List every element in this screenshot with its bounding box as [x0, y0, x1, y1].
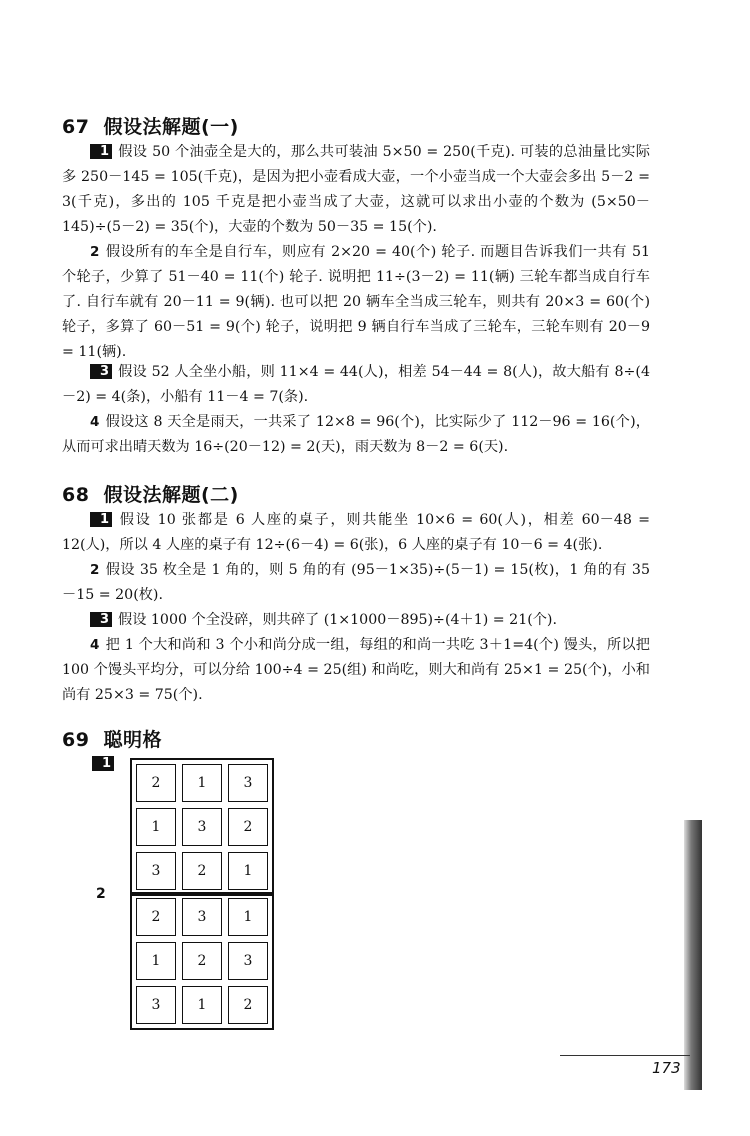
page-edge-shadow: [684, 820, 702, 1090]
footer-rule: [560, 1055, 690, 1056]
answer-text: 假设 52 人全坐小船，则 11×4 = 44(人)，相差 54－44 = 8(人)，故大船有 8÷(4－2) = 4(条)，小船有 11－4 = 7(条).: [62, 364, 650, 405]
grid-cell: 3: [182, 898, 222, 936]
grid-cell: 3: [182, 808, 222, 846]
item-number: 4: [90, 414, 100, 430]
answer-67-1: [62, 140, 650, 240]
page-number: 173: [652, 1059, 681, 1077]
answer-text: 假设 35 枚全是 1 角的，则 5 角的有 (95－1×35)÷(5－1) = 15(枚)，1 角的有 35－15 = 20(枚).: [62, 562, 650, 603]
section-number: 68: [62, 484, 90, 506]
grid-cell: 2: [228, 986, 268, 1024]
answer-67-2: [62, 240, 650, 365]
grid-cell: 1: [182, 764, 222, 802]
grid-label: 2: [96, 886, 106, 902]
answer-67-4: [62, 410, 650, 460]
section-title-68: [62, 480, 239, 507]
item-number-badge: 3: [90, 612, 112, 627]
section-number: 67: [62, 116, 90, 138]
grid-cell: 3: [228, 764, 268, 802]
answer-text: 假设 50 个油壶全是大的，那么共可装油 5×50 = 250(千克). 可装的总油量比实际多 250－145 = 105(千克)，是因为把小壶看成大壶，一个小壶当成一个大壶会多出 5－2 = 3(千克)，多出的 105 千克是把小壶当成了大壶，这就可以求出小壶的个数为 (5×50－145)÷(5－2) = 35(个)，大壶的个数为 50－35 = 15(个).: [62, 144, 650, 235]
answer-68-4: [62, 633, 650, 708]
section-heading: 假设法解题(二): [103, 484, 239, 506]
answer-68-1: [62, 508, 650, 558]
item-number-badge: 1: [90, 144, 112, 159]
section-title-69: [62, 725, 162, 752]
grid-cell: 1: [228, 898, 268, 936]
answer-text: 假设 1000 个全没碎，则共碎了 (1×1000－895)÷(4＋1) = 21(个).: [118, 612, 557, 628]
grid-cell: 1: [136, 808, 176, 846]
item-number-badge: 3: [90, 364, 112, 379]
section-number: 69: [62, 729, 90, 751]
answer-text: 假设这 8 天全是雨天，一共采了 12×8 = 96(个)，比实际少了 112－96 = 16(个)，从而可求出晴天数为 16÷(20－12) = 2(天)，雨天数为 8－2 = 6(天).: [62, 414, 650, 455]
grid-cell: 3: [228, 942, 268, 980]
answer-text: 把 1 个大和尚和 3 个小和尚分成一组，每组的和尚一共吃 3＋1=4(个) 馒头，所以把 100 个馒头平均分，可以分给 100÷4 = 25(组) 和尚吃，则大和尚有 25×1 = 25(个)，小和尚有 25×3 = 75(个).: [62, 637, 650, 703]
grid-cell: 1: [182, 986, 222, 1024]
grid-cell: 2: [136, 764, 176, 802]
grid-cell: 3: [136, 852, 176, 890]
answer-text: 假设 10 张都是 6 人座的桌子，则共能坐 10×6 = 60(人)，相差 60－48 = 12(人)，所以 4 人座的桌子有 12÷(6－4) = 6(张)，6 人座的桌子有 10－6 = 4(张).: [62, 512, 650, 553]
puzzle-grid-1: [130, 758, 274, 896]
grid-label-badge: 1: [92, 756, 114, 771]
answer-67-3: [62, 360, 650, 410]
grid-cell: 2: [182, 852, 222, 890]
grid-cell: 2: [228, 808, 268, 846]
grid-cell: 1: [136, 942, 176, 980]
item-number: 4: [90, 637, 100, 653]
section-heading: 假设法解题(一): [103, 116, 239, 138]
item-number: 2: [90, 562, 100, 578]
answer-68-3: [62, 608, 650, 633]
answer-text: 假设所有的车全是自行车，则应有 2×20 = 40(个) 轮子. 而题目告诉我们一共有 51 个轮子，少算了 51－40 = 11(个) 轮子. 说明把 11÷(3－2) = 11(辆) 三轮车都当成自行车了. 自行车就有 20－11 = 9(辆). 也可以把 20 辆车全当成三轮车，则共有 20×3 = 60(个) 轮子，多算了 60－51 = 9(个) 轮子，说明把 9 辆自行车当成了三轮车，三轮车则有 20－9 = 11(辆).: [62, 244, 650, 360]
item-number: 2: [90, 244, 100, 260]
section-heading: 聪明格: [103, 729, 162, 751]
grid-cell: 3: [136, 986, 176, 1024]
answer-68-2: [62, 558, 650, 608]
grid-cell: 2: [182, 942, 222, 980]
grid-cell: 1: [228, 852, 268, 890]
item-number-badge: 1: [90, 512, 112, 527]
puzzle-grid-2: [130, 892, 274, 1030]
section-title-67: [62, 112, 239, 139]
grid-cell: 2: [136, 898, 176, 936]
